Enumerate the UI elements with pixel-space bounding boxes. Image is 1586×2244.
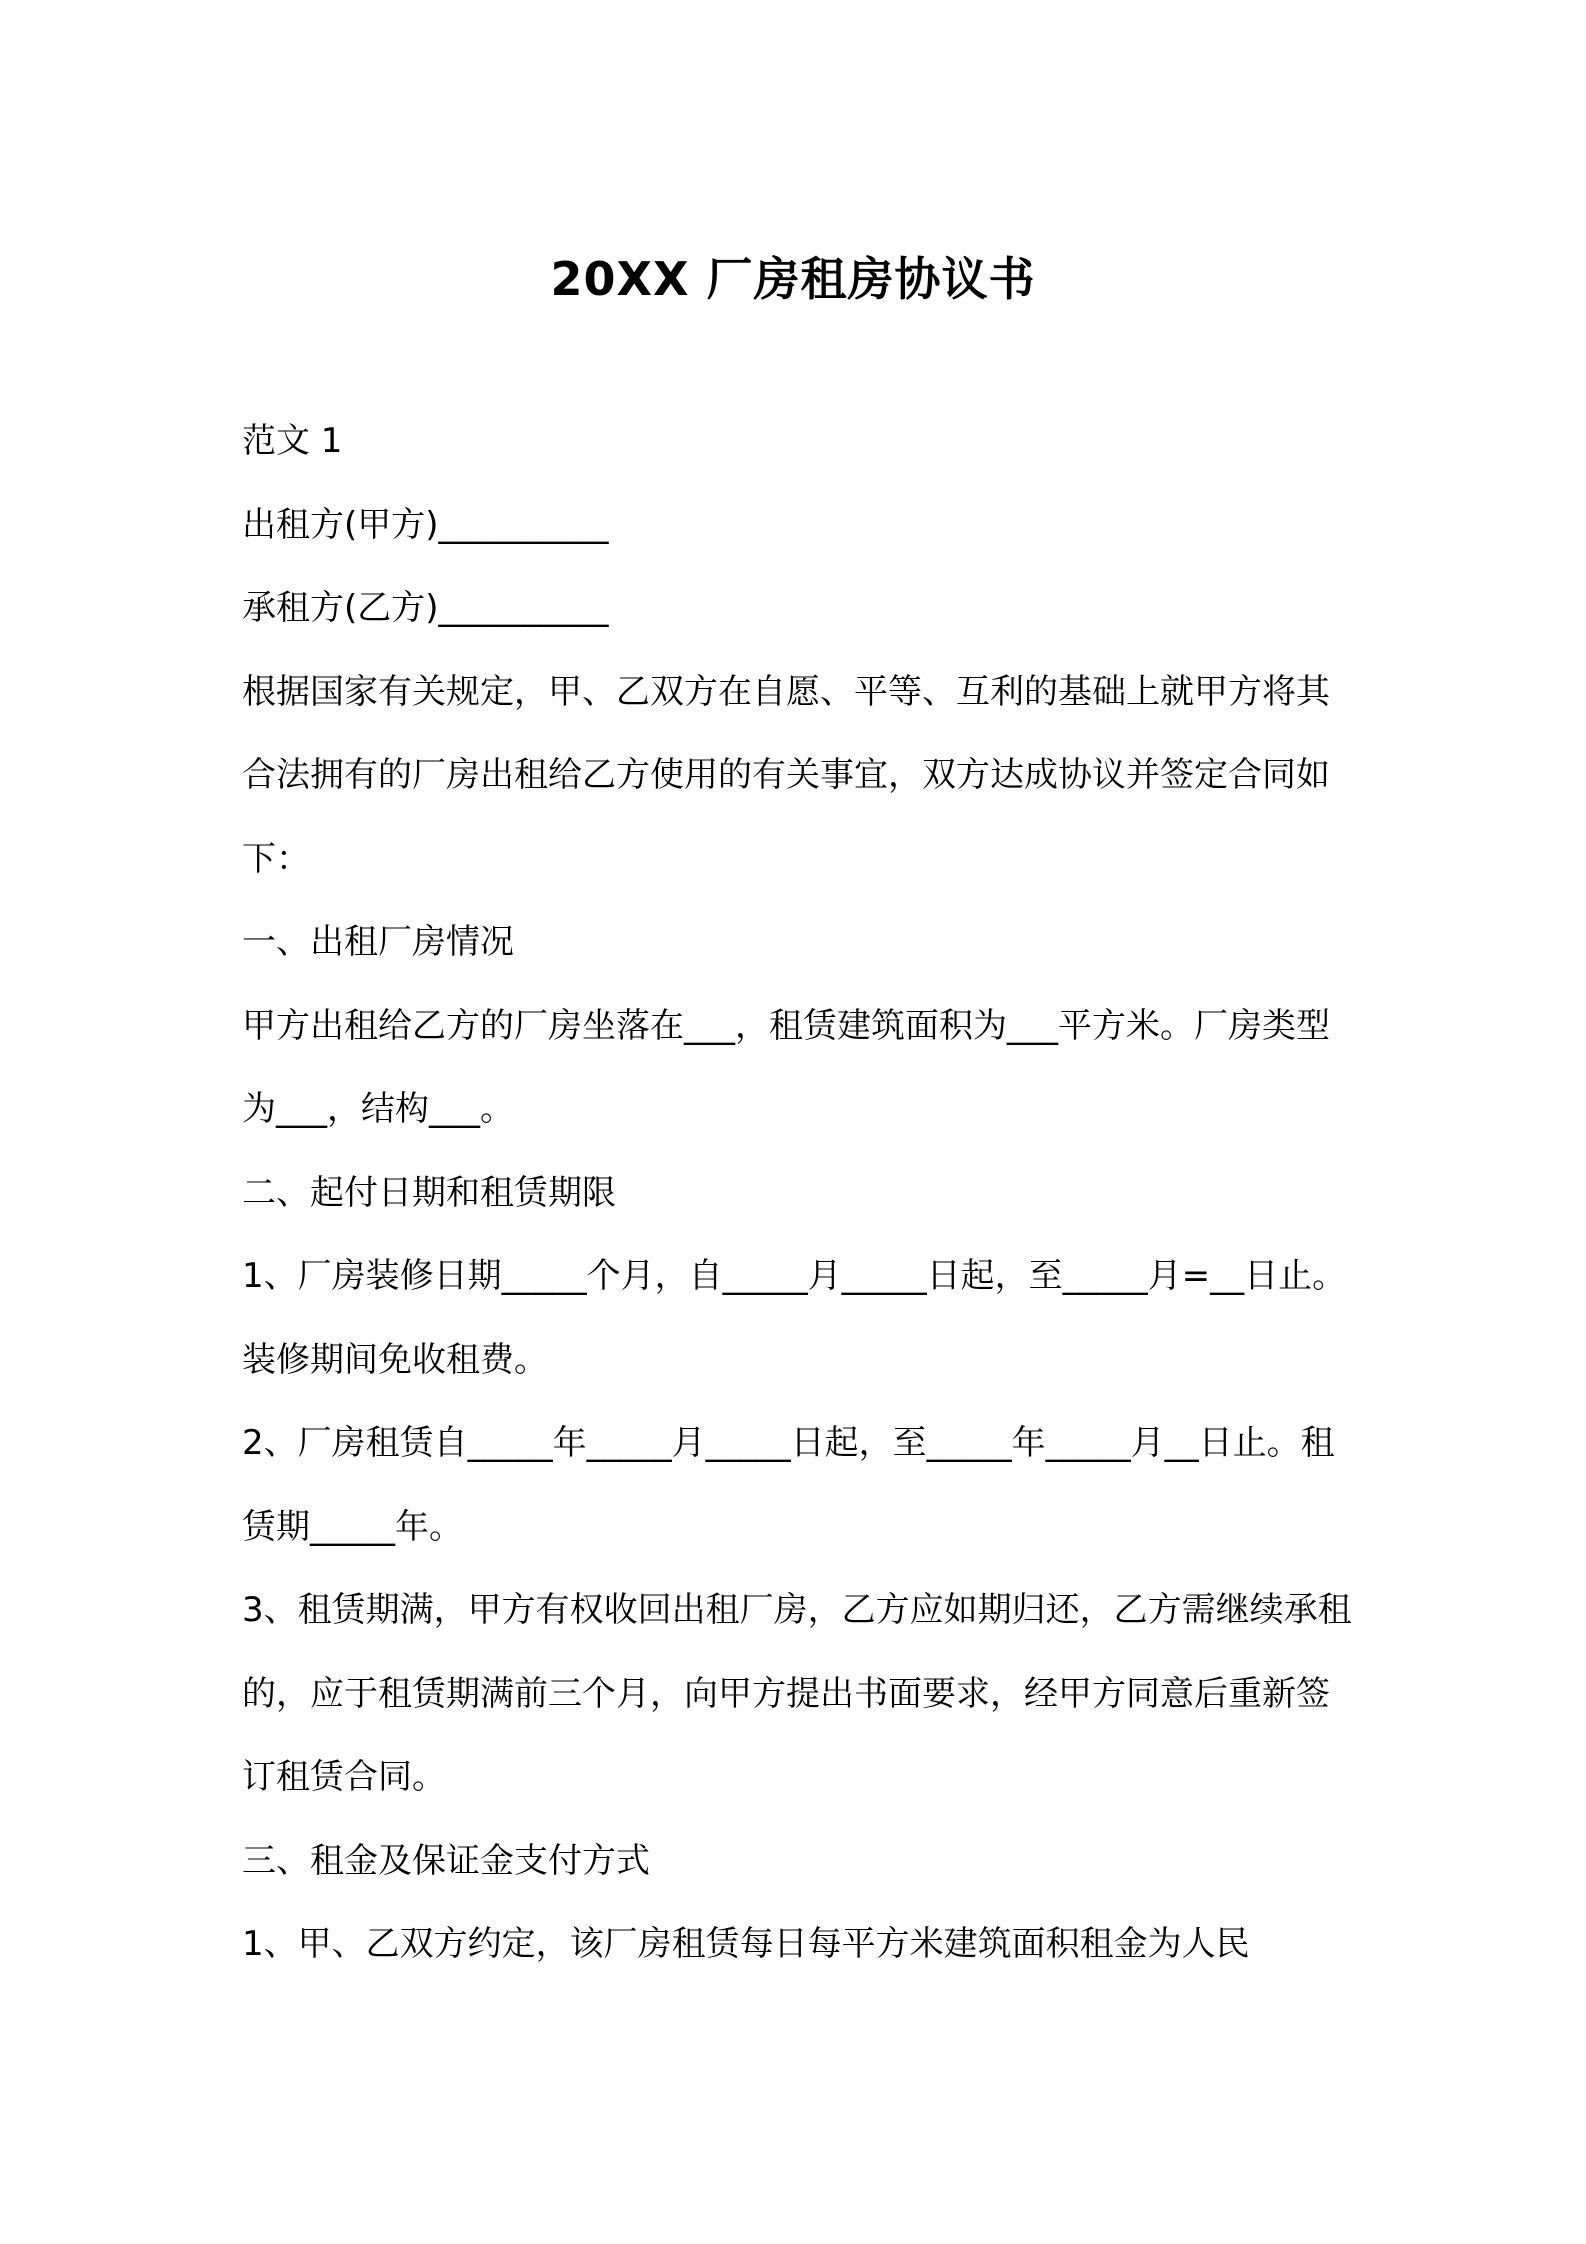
paragraph-preamble: 根据国家有关规定，甲、乙双方在自愿、平等、互利的基础上就甲方将其合法拥有的厂房出租给乙方使用的有关事宜，双方达成协议并签定合同如下： <box>242 671 1330 879</box>
paragraph-clause-3-1: 1、甲、乙双方约定，该厂房租赁每日每平方米建筑面积租金为人民 <box>242 1924 1250 1964</box>
paragraph-clause-2-1: 1、厂房装修日期_____个月，自_____月_____日起，至_____月=__日止。装修期间免收租费。 <box>242 1256 1347 1380</box>
section-heading-2: 二、起付日期和租赁期限 <box>242 1172 616 1213</box>
document-title: 20XX 厂房租房协议书 <box>550 251 1036 306</box>
paragraph-clause-2-3: 3、租赁期满，甲方有权收回出租厂房，乙方应如期归还，乙方需继续承租的，应于租赁期满前三个月，向甲方提出书面要求，经甲方同意后重新签订租赁合同。 <box>242 1590 1352 1797</box>
section-heading-1: 一、出租厂房情况 <box>242 922 514 962</box>
paragraph-sample-label: 范文 1 <box>242 421 343 461</box>
paragraph-clause-2-2: 2、厂房租赁自_____年_____月_____日起，至_____年_____月__日止。租赁期_____年。 <box>242 1423 1335 1547</box>
document-body <box>242 400 1354 1987</box>
paragraph-lessor: 出租方(甲方)__________ <box>242 504 609 545</box>
section-heading-3: 三、租金及保证金支付方式 <box>242 1840 650 1881</box>
paragraph-lessee: 承租方(乙方)__________ <box>242 588 609 628</box>
paragraph-factory-details: 甲方出租给乙方的厂房坐落在___，租赁建筑面积为___平方米。厂房类型为___，结构___。 <box>242 1005 1330 1129</box>
